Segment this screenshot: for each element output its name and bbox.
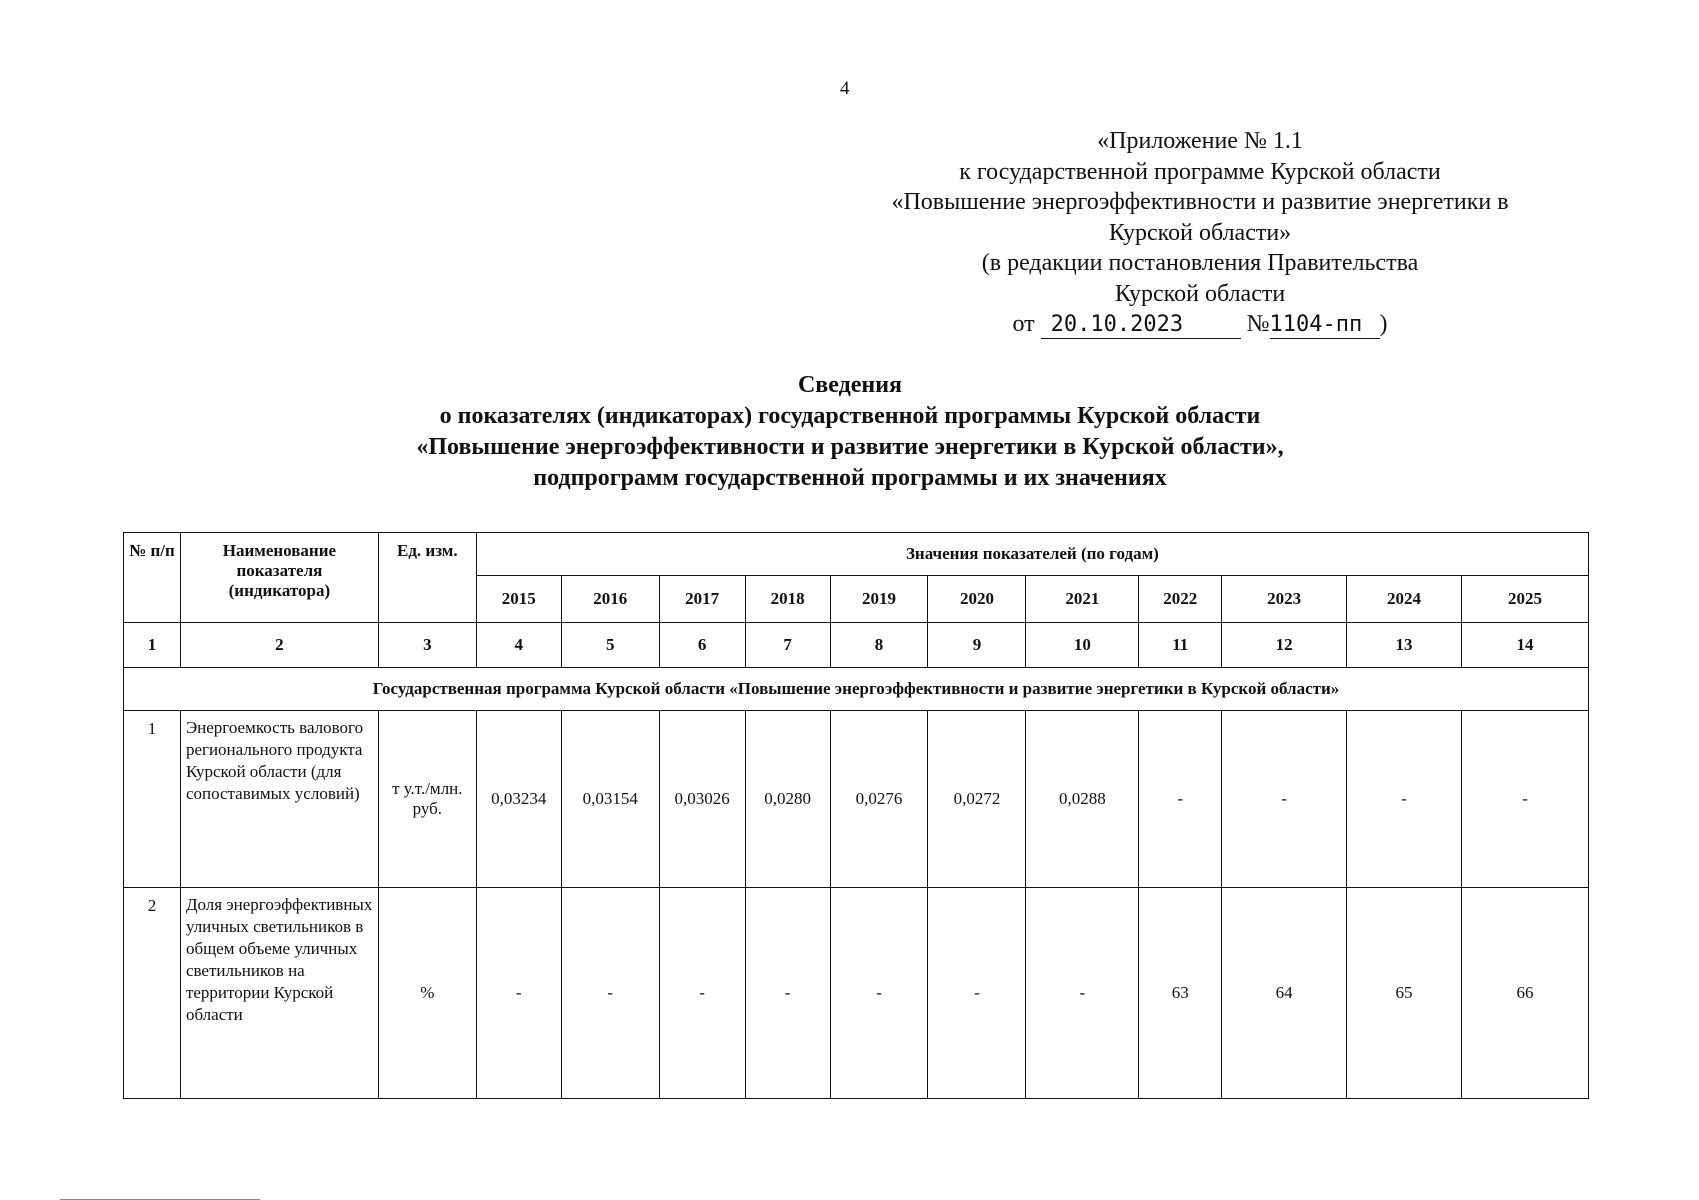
indicators-table bbox=[123, 532, 1589, 1099]
header-year: 2019 bbox=[830, 576, 928, 623]
indicator-number: 1 bbox=[124, 711, 181, 888]
column-index: 13 bbox=[1347, 623, 1462, 668]
header-name: Наименование показателя (индикатора) bbox=[180, 533, 378, 623]
indicator-value: - bbox=[659, 888, 745, 1099]
title-line-1: Сведения bbox=[797, 372, 903, 398]
header-year: 2022 bbox=[1139, 576, 1222, 623]
column-index: 6 bbox=[659, 623, 745, 668]
column-index: 2 bbox=[180, 623, 378, 668]
column-index: 1 bbox=[124, 623, 181, 668]
header-year: 2023 bbox=[1222, 576, 1347, 623]
appendix-line-3: «Повышение энергоэффективности и развитие энергетики в bbox=[891, 189, 1509, 215]
header-year: 2021 bbox=[1026, 576, 1139, 623]
column-index: 3 bbox=[378, 623, 476, 668]
appendix-line-6: Курской области bbox=[1114, 280, 1286, 307]
appendix-header bbox=[850, 126, 1550, 340]
indicator-value: - bbox=[745, 888, 830, 1099]
indicator-unit: т у.т./млн. руб. bbox=[378, 711, 476, 888]
indicator-value: - bbox=[928, 888, 1026, 1099]
appendix-date-line bbox=[850, 309, 1550, 340]
table-row bbox=[124, 888, 1589, 1099]
header-values-group: Значения показателей (по годам) bbox=[476, 533, 1588, 576]
header-year: 2020 bbox=[928, 576, 1026, 623]
section-row bbox=[124, 668, 1589, 711]
number-prefix: № bbox=[1246, 311, 1270, 337]
indicator-name: Энергоемкость валового регионального продукта Курской области (для сопоставимых условий) bbox=[180, 711, 378, 888]
indicator-value: 66 bbox=[1461, 888, 1588, 1099]
indicator-value: - bbox=[476, 888, 561, 1099]
indicator-value: 63 bbox=[1139, 888, 1222, 1099]
indicator-value: - bbox=[561, 888, 659, 1099]
header-year: 2025 bbox=[1461, 576, 1588, 623]
title-line-2: о показателях (индикаторах) государственной программы Курской области bbox=[439, 403, 1261, 429]
header-year: 2015 bbox=[476, 576, 561, 623]
date-prefix: от bbox=[1012, 311, 1035, 337]
title-line-3: «Повышение энергоэффективности и развитие энергетики в Курской области», bbox=[416, 434, 1284, 460]
header-num: № п/п bbox=[124, 533, 181, 623]
column-index: 9 bbox=[928, 623, 1026, 668]
header-row bbox=[124, 533, 1589, 576]
resolution-date: 20.10.2023 bbox=[1041, 312, 1241, 339]
indicator-value: - bbox=[830, 888, 928, 1099]
indicator-value: 65 bbox=[1347, 888, 1462, 1099]
column-index: 14 bbox=[1461, 623, 1588, 668]
column-index: 7 bbox=[745, 623, 830, 668]
indicator-value: 0,0272 bbox=[928, 711, 1026, 888]
appendix-line-1: «Приложение № 1.1 bbox=[1097, 128, 1303, 154]
indicator-value: 0,0280 bbox=[745, 711, 830, 888]
header-year: 2018 bbox=[745, 576, 830, 623]
indicator-value: 0,0288 bbox=[1026, 711, 1139, 888]
column-index: 5 bbox=[561, 623, 659, 668]
header-year: 2017 bbox=[659, 576, 745, 623]
indicator-value: 0,0276 bbox=[830, 711, 928, 888]
column-index: 10 bbox=[1026, 623, 1139, 668]
appendix-line-5: (в редакции постановления Правительства bbox=[981, 250, 1419, 276]
indicator-unit: % bbox=[378, 888, 476, 1099]
column-index: 8 bbox=[830, 623, 928, 668]
indicator-value: - bbox=[1347, 711, 1462, 888]
indicator-value: - bbox=[1461, 711, 1588, 888]
indicator-value: - bbox=[1139, 711, 1222, 888]
column-index: 12 bbox=[1222, 623, 1347, 668]
appendix-line-2: к государственной программе Курской области bbox=[959, 158, 1441, 185]
appendix-line-4: Курской области» bbox=[1108, 219, 1292, 246]
indicator-value: 0,03026 bbox=[659, 711, 745, 888]
resolution-number: 1104-пп bbox=[1270, 312, 1380, 339]
indicator-name: Доля энергоэффективных уличных светильников в общем объеме уличных светильников на территории Курской области bbox=[180, 888, 378, 1099]
table-row bbox=[124, 711, 1589, 888]
indicator-number: 2 bbox=[124, 888, 181, 1099]
column-index: 11 bbox=[1139, 623, 1222, 668]
page-number: 4 bbox=[840, 78, 850, 99]
header-year: 2016 bbox=[561, 576, 659, 623]
indicator-value: - bbox=[1222, 711, 1347, 888]
column-index: 4 bbox=[476, 623, 561, 668]
header-year: 2024 bbox=[1347, 576, 1462, 623]
indicator-value: 0,03234 bbox=[476, 711, 561, 888]
closing-bracket: ) bbox=[1379, 311, 1388, 337]
column-index-row bbox=[124, 623, 1589, 668]
document-title bbox=[140, 370, 1560, 494]
indicator-value: 64 bbox=[1222, 888, 1347, 1099]
indicator-value: - bbox=[1026, 888, 1139, 1099]
header-unit: Ед. изм. bbox=[378, 533, 476, 623]
title-line-4: подпрограмм государственной программы и их значениях bbox=[533, 465, 1167, 491]
section-title: Государственная программа Курской области «Повышение энергоэффективности и развитие энергетики в Курской области» bbox=[124, 668, 1589, 711]
indicator-value: 0,03154 bbox=[561, 711, 659, 888]
